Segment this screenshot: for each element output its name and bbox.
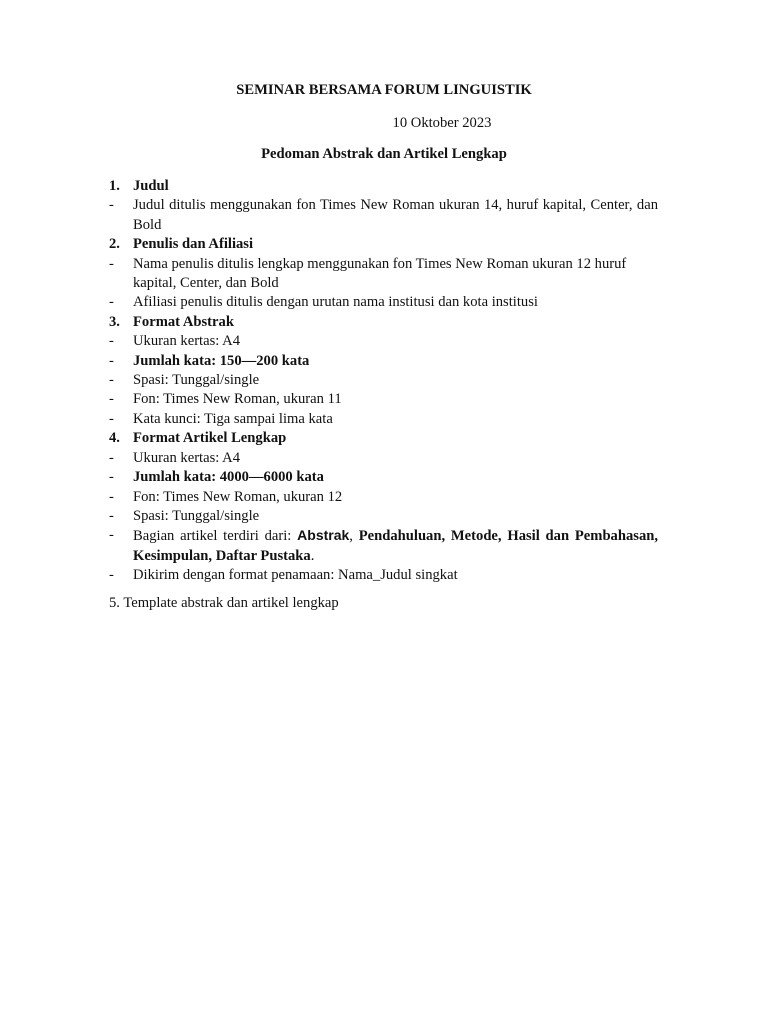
list-item bbox=[109, 352, 658, 371]
dash-bullet: - bbox=[109, 469, 114, 486]
list-item bbox=[109, 488, 658, 507]
list-item-text: Jumlah kata: 4000—6000 kata bbox=[133, 469, 324, 486]
dash-bullet: - bbox=[109, 449, 114, 466]
list-item-text-article-parts bbox=[133, 526, 658, 566]
list-item-text: Spasi: Tunggal/single bbox=[133, 507, 260, 524]
list-item bbox=[109, 371, 658, 390]
section-heading: Format Abstrak bbox=[133, 313, 234, 330]
list-item bbox=[109, 196, 658, 235]
list-item-text: Spasi: Tunggal/single bbox=[133, 372, 260, 389]
section-heading-judul bbox=[109, 177, 658, 196]
dash-bullet: - bbox=[109, 352, 114, 369]
list-item bbox=[109, 449, 658, 468]
article-parts-suffix: . bbox=[310, 547, 315, 564]
dash-bullet: - bbox=[109, 391, 114, 408]
section-heading: Format Artikel Lengkap bbox=[133, 430, 287, 447]
article-parts-rest: Pembahasan, Kesimpulan, Daftar Pustaka bbox=[133, 528, 659, 564]
document-subtitle: Pedoman Abstrak dan Artikel Lengkap bbox=[261, 146, 507, 162]
section-heading-format-abstrak bbox=[109, 313, 658, 332]
list-item bbox=[109, 526, 658, 566]
article-parts-prefix: Bagian artikel terdiri dari: bbox=[133, 528, 298, 545]
dash-bullet: - bbox=[109, 333, 114, 350]
article-parts-main: Pendahuluan, Metode, Hasil dan bbox=[358, 528, 570, 545]
list-item bbox=[109, 410, 658, 429]
section-heading-penulis bbox=[109, 235, 658, 254]
dash-bullet: - bbox=[109, 488, 114, 505]
dash-bullet: - bbox=[109, 197, 114, 214]
dash-bullet: - bbox=[109, 255, 114, 272]
dash-bullet: - bbox=[109, 567, 114, 584]
section-number: 2. bbox=[109, 236, 120, 253]
list-item-text: Judul ditulis menggunakan fon Times New Roman ukuran 14, huruf kapital, Center, dan Bold bbox=[133, 197, 658, 233]
list-item-text: Fon: Times New Roman, ukuran 12 bbox=[133, 488, 343, 505]
dash-bullet: - bbox=[109, 294, 114, 311]
article-parts-abstrak: Abstrak bbox=[297, 527, 350, 544]
list-item-text: Kata kunci: Tiga sampai lima kata bbox=[133, 410, 333, 427]
list-item bbox=[109, 390, 658, 409]
section-heading: Penulis dan Afiliasi bbox=[133, 236, 254, 253]
section-heading-format-artikel bbox=[109, 429, 658, 448]
list-item-text: Ukuran kertas: A4 bbox=[133, 449, 240, 466]
section-number: 4. bbox=[109, 430, 120, 447]
document-date: 10 Oktober 2023 bbox=[392, 115, 492, 131]
dash-bullet: - bbox=[109, 527, 114, 544]
dash-bullet: - bbox=[109, 372, 114, 389]
section-number: 3. bbox=[109, 313, 120, 330]
section-heading: Judul bbox=[133, 178, 169, 194]
list-item bbox=[109, 332, 658, 351]
list-item-text: Nama penulis ditulis lengkap menggunakan fon Times New Roman ukuran 12 huruf kapital, Center, dan Bold bbox=[133, 255, 627, 292]
section-5-template: 5. Template abstrak dan artikel lengkap bbox=[109, 595, 339, 611]
dash-bullet: - bbox=[109, 507, 114, 524]
dash-bullet: - bbox=[109, 410, 114, 427]
list-item bbox=[109, 507, 658, 526]
list-item-text: Fon: Times New Roman, ukuran 11 bbox=[133, 391, 342, 408]
list-item-text: Jumlah kata: 150—200 kata bbox=[133, 352, 310, 369]
list-item bbox=[109, 566, 658, 585]
document-title: SEMINAR BERSAMA FORUM LINGUISTIK bbox=[236, 82, 532, 98]
list-item bbox=[109, 468, 658, 487]
guideline-list bbox=[109, 177, 658, 586]
section-number: 1. bbox=[109, 178, 120, 194]
list-item bbox=[109, 293, 658, 312]
article-parts-separator: , bbox=[349, 528, 359, 545]
list-item-text: Ukuran kertas: A4 bbox=[133, 333, 240, 350]
list-item-text: Afiliasi penulis ditulis dengan urutan nama institusi dan kota institusi bbox=[133, 294, 538, 311]
list-item-text: Dikirim dengan format penamaan: Nama_Judul singkat bbox=[133, 567, 458, 584]
list-item bbox=[109, 255, 658, 294]
